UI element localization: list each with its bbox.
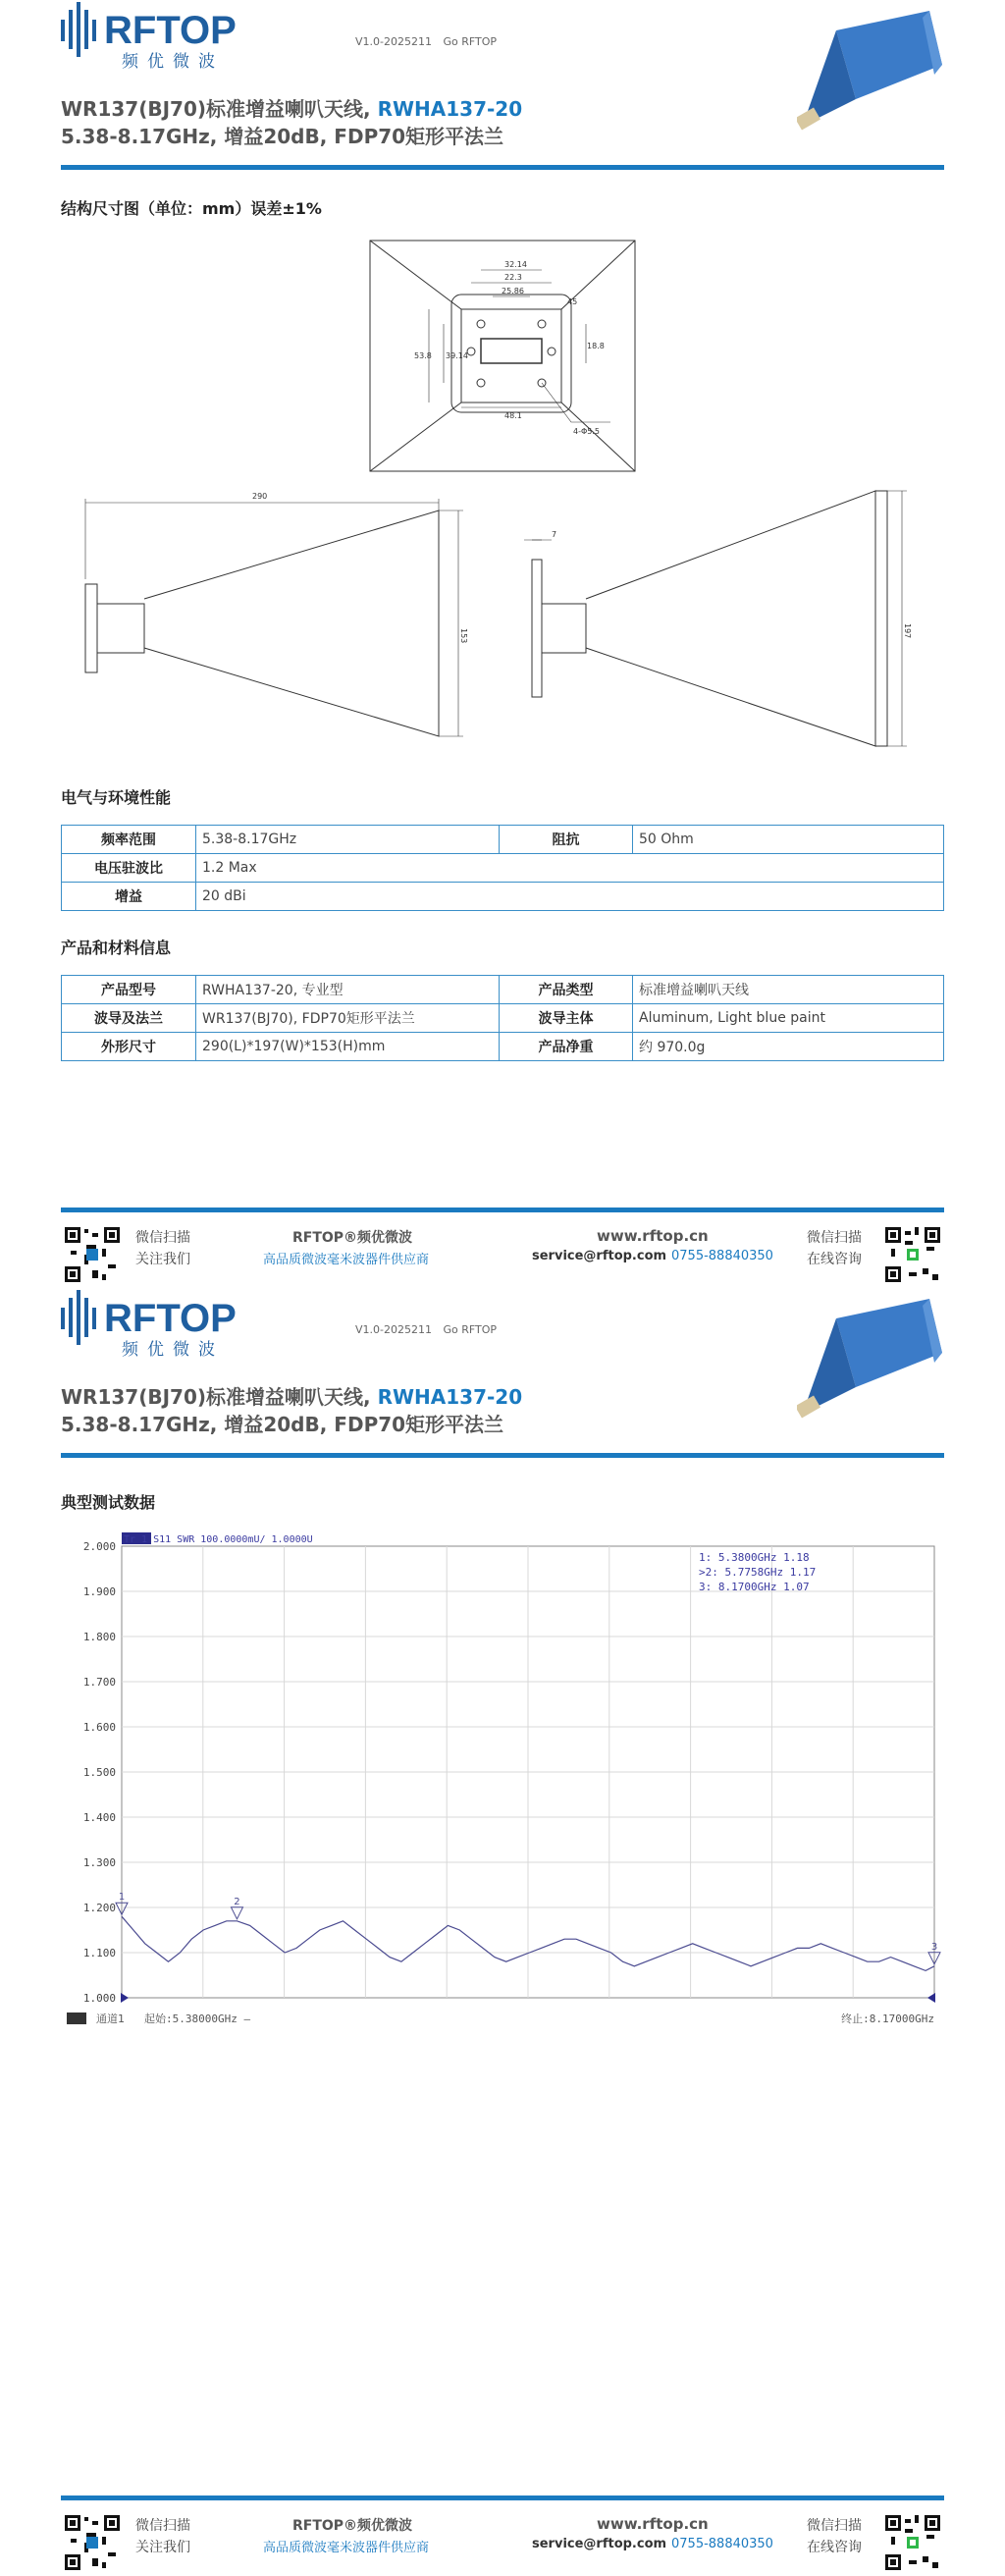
dim-height: 153	[459, 628, 468, 644]
y-tick-label: 1.100	[82, 1947, 116, 1959]
marker-2-label: 2	[234, 1896, 240, 1907]
y-tick-label: 2.000	[82, 1540, 116, 1553]
model-label: 产品型号	[62, 976, 196, 1004]
type-value: 标准增益喇叭天线	[633, 976, 944, 1004]
weight-label: 产品净重	[500, 1033, 633, 1061]
model-value: RWHA137-20, 专业型	[196, 976, 500, 1004]
y-tick-label: 1.700	[82, 1676, 116, 1689]
y-tick-label: 1.200	[82, 1902, 116, 1914]
brand-link[interactable]: Go RFTOP	[443, 1323, 498, 1336]
title-prefix: WR137(BJ70)标准增益喇叭天线,	[61, 97, 378, 121]
footer-email[interactable]: service@rftop.com	[532, 1249, 667, 1263]
impedance-label: 阻抗	[500, 826, 633, 854]
title-model: RWHA137-20	[377, 97, 523, 121]
footer-rule	[61, 1208, 944, 1212]
footer-wechat-scan-2: 微信扫描	[807, 1230, 862, 1246]
footer-consult: 在线咨询	[807, 1252, 862, 1267]
dim-45: 45	[567, 297, 578, 306]
marker-1-label: 1	[118, 1892, 126, 1904]
body-value: Aluminum, Light blue paint	[633, 1004, 944, 1033]
y-tick-label: 1.900	[82, 1585, 116, 1598]
footer-wechat-scan: 微信扫描	[135, 2518, 190, 2534]
footer-follow: 关注我们	[135, 2540, 190, 2555]
page-header	[61, 0, 944, 172]
title-prefix: WR137(BJ70)标准增益喇叭天线,	[61, 1385, 378, 1409]
electrical-section-title: 电气与环境性能	[61, 788, 172, 807]
page-header	[61, 1288, 944, 1460]
dim-flange: 7	[552, 530, 557, 539]
table-row	[62, 1004, 944, 1033]
horn-antenna-image	[797, 6, 944, 138]
horn-antenna-image	[797, 1294, 944, 1426]
product-section-title: 产品和材料信息	[61, 939, 172, 957]
test-section-title: 典型测试数据	[61, 1493, 156, 1512]
dim-18: 18.8	[587, 342, 605, 350]
swr-chart	[61, 1531, 944, 2032]
page-footer	[61, 2496, 944, 2574]
type-label: 产品类型	[500, 976, 633, 1004]
footer-email[interactable]: service@rftop.com	[532, 2537, 667, 2551]
mechanical-drawing	[61, 226, 944, 766]
footer-brand: RFTOP®频优微波	[292, 1230, 413, 1246]
y-tick-label: 1.300	[82, 1856, 116, 1869]
vswr-label: 电压驻波比	[62, 854, 196, 883]
waveguide-value: WR137(BJ70), FDP70矩形平法兰	[196, 1004, 500, 1033]
footer-website[interactable]: www.rftop.cn	[597, 1227, 709, 1245]
dim-53: 53.8	[414, 351, 432, 360]
logo-cn-text: 频优微波	[122, 1340, 224, 1360]
brand-link[interactable]: Go RFTOP	[443, 35, 498, 48]
qr-code-consult[interactable]	[883, 2513, 942, 2572]
waveguide-label: 波导及法兰	[62, 1004, 196, 1033]
marker-readout-3: 3: 8.1700GHz 1.07	[699, 1581, 810, 1593]
table-row	[62, 826, 944, 854]
product-title	[61, 1381, 522, 1410]
footer-phone[interactable]: 0755-88840350	[671, 2537, 773, 2551]
logo-text: RFTOP	[104, 9, 237, 52]
x-start-label: 起始:5.38000GHz —	[144, 2012, 251, 2025]
dim-39: 39.14	[446, 351, 468, 360]
impedance-value: 50 Ohm	[633, 826, 944, 854]
footer-wechat-scan-2: 微信扫描	[807, 2518, 862, 2534]
qr-code-wechat[interactable]	[63, 2513, 122, 2572]
dim-48: 48.1	[504, 411, 522, 420]
title-model: RWHA137-20	[377, 1385, 523, 1409]
footer-consult: 在线咨询	[807, 2540, 862, 2555]
header-rule	[61, 1453, 944, 1458]
product-title	[61, 93, 522, 122]
product-table	[61, 975, 944, 1061]
freq-label: 频率范围	[62, 826, 196, 854]
y-tick-label: 1.800	[82, 1631, 116, 1643]
product-subtitle: 5.38-8.17GHz, 增益20dB, FDP70矩形平法兰	[61, 1413, 504, 1436]
footer-website[interactable]: www.rftop.cn	[597, 2515, 709, 2533]
logo-cn-text: 频优微波	[122, 52, 224, 72]
table-row	[62, 1033, 944, 1061]
marker-3-label: 3	[930, 1941, 938, 1953]
dim-length: 290	[252, 492, 268, 501]
footer-wechat-scan: 微信扫描	[135, 1230, 190, 1246]
footer-brand: RFTOP®频优微波	[292, 2518, 413, 2534]
table-row	[62, 883, 944, 911]
marker-readout-2: >2: 5.7758GHz 1.17	[699, 1566, 817, 1579]
size-label: 外形尺寸	[62, 1033, 196, 1061]
electrical-table	[61, 825, 944, 911]
footer-slogan: 高品质微波毫米波器件供应商	[263, 1253, 430, 1267]
product-subtitle: 5.38-8.17GHz, 增益20dB, FDP70矩形平法兰	[61, 125, 504, 148]
table-row	[62, 976, 944, 1004]
dim-32: 32.14	[504, 260, 527, 269]
size-value: 290(L)*197(W)*153(H)mm	[196, 1033, 500, 1061]
trace-label: Tr 1 S11 SWR 100.0000mU/ 1.0000U	[124, 1534, 313, 1545]
y-tick-label: 1.400	[82, 1811, 116, 1824]
body-label: 波导主体	[500, 1004, 633, 1033]
drawing-section-title: 结构尺寸图（单位：mm）误差±1%	[61, 199, 322, 218]
gain-value: 20 dBi	[196, 883, 944, 911]
dim-width: 197	[903, 623, 912, 639]
freq-value: 5.38-8.17GHz	[196, 826, 500, 854]
dim-25: 25.86	[502, 287, 524, 295]
version-info	[355, 1323, 504, 1336]
dim-22: 22.3	[504, 273, 522, 282]
qr-code-wechat[interactable]	[63, 1225, 122, 1284]
weight-value: 约 970.0g	[633, 1033, 944, 1061]
footer-rule	[61, 2496, 944, 2500]
y-tick-label: 1.600	[82, 1721, 116, 1734]
version-info	[355, 35, 504, 48]
y-tick-label: 1.000	[82, 1992, 116, 2005]
version-number: V1.0-2025211	[355, 35, 432, 48]
gain-label: 增益	[62, 883, 196, 911]
dim-hole: 4-Φ5.5	[573, 427, 600, 436]
table-row	[62, 854, 944, 883]
y-tick-label: 1.500	[82, 1766, 116, 1779]
version-number: V1.0-2025211	[355, 1323, 432, 1336]
footer-phone[interactable]: 0755-88840350	[671, 1249, 773, 1263]
page-footer	[61, 1208, 944, 1286]
channel-badge	[67, 2012, 86, 2024]
vswr-value: 1.2 Max	[196, 854, 944, 883]
qr-code-consult[interactable]	[883, 1225, 942, 1284]
x-stop-label: 终止:8.17000GHz	[841, 2012, 934, 2025]
footer-slogan: 高品质微波毫米波器件供应商	[263, 2541, 430, 2555]
marker-readouts	[699, 1551, 816, 1593]
marker-readout-1: 1: 5.3800GHz 1.18	[699, 1551, 810, 1564]
header-rule	[61, 165, 944, 170]
channel-label: 通道1	[96, 2012, 125, 2025]
footer-follow: 关注我们	[135, 1252, 190, 1267]
logo-text: RFTOP	[104, 1297, 237, 1340]
